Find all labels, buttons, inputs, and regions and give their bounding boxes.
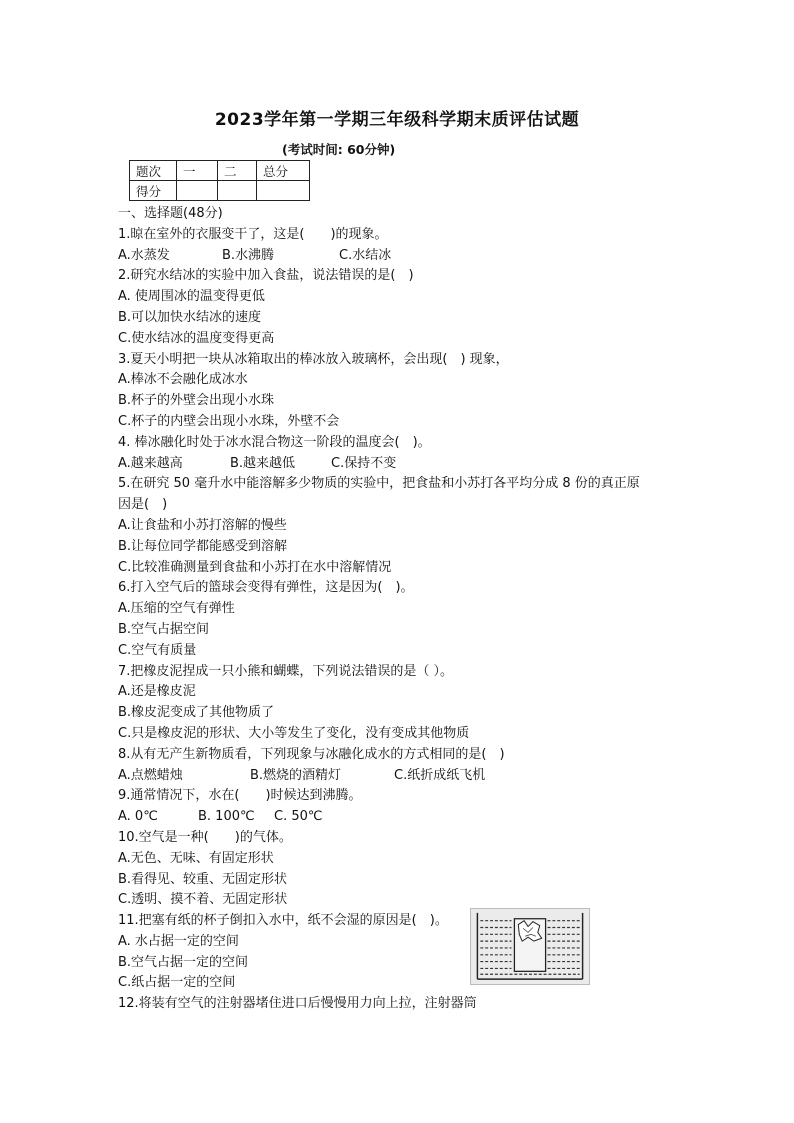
option: C.纸折成纸飞机 [394,767,486,783]
option: C. 50℃ [274,809,323,825]
option: B.可以加快水结冰的速度 [118,309,262,325]
question-2: 2.研究水结冰的实验中加入食盐，说法错误的是( ) [118,268,414,284]
question-6: 6.打入空气后的篮球会变得有弹性，这是因为( )。 [118,580,414,596]
option: C.纸占据一定的空间 [118,975,236,991]
question-5: 5.在研究 50 毫升水中能溶解多少物质的实验中，把食盐和小苏打各平均分成 8 份的真正原 [118,476,640,492]
cup-in-water-illustration [471,909,589,984]
option: C.比较准确测量到食盐和小苏打在水中溶解情况 [118,559,392,575]
score-table-row [130,161,310,181]
option: B.杯子的外壁会出现小水珠 [118,393,275,409]
question-1-options [118,246,698,267]
option: A. 水占据一定的空间 [118,933,239,949]
option: B.越来越低 [230,455,296,471]
option: B.让每位同学都能感受到溶解 [118,538,288,554]
question-9-options [118,807,698,828]
option: A.越来越高 [118,455,183,471]
question-4: 4. 棒冰融化时处于冰水混合物这一阶段的温度会( )。 [118,434,431,450]
section-heading: 一、选择题(48分) [118,206,223,221]
score-cell [177,181,218,201]
option: C.水结冰 [339,247,392,263]
question-3: 3.夏天小明把一块从冰箱取出的棒冰放入玻璃杯，会出现( ) 现象， [118,351,509,367]
option: B.空气占据一定的空间 [118,954,249,970]
score-cell: 一 [177,161,218,181]
option: A. 使周围冰的温变得更低 [118,289,265,305]
exam-time: (考试时间: 60分钟) [282,142,396,157]
question-9: 9.通常情况下，水在( )时候达到沸腾。 [118,788,362,804]
option: C.只是橡皮泥的形状、大小等发生了变化，没有变成其他物质 [118,725,470,741]
score-cell [257,181,310,201]
question-4-options [118,454,698,475]
score-cell: 得分 [130,181,177,201]
option: A.压缩的空气有弹性 [118,601,235,617]
question-10: 10.空气是一种( )的气体。 [118,829,292,845]
score-cell: 二 [218,161,257,181]
option: A.让食盐和小苏打溶解的慢些 [118,517,287,533]
option: A.无色、无味、有固定形状 [118,850,274,866]
option: A.点燃蜡烛 [118,767,183,783]
question-5-continued: 因是( ) [118,497,168,513]
score-table-row [130,181,310,201]
score-cell: 总分 [257,161,310,181]
option: A.还是橡皮泥 [118,684,196,700]
page-title: 2023学年第一学期三年级科学期末质评估试题 [214,110,580,130]
option: B.看得见、较重、无固定形状 [118,871,288,887]
option: C.使水结冰的温度变得更高 [118,330,275,346]
option: B.空气占据空间 [118,621,210,637]
question-8-options [118,766,698,787]
option: A. 0℃ [118,809,158,825]
question-1: 1.晾在室外的衣服变干了，这是( )的现象。 [118,226,388,242]
score-table [129,160,310,201]
option: B.橡皮泥变成了其他物质了 [118,705,275,721]
option: C.空气有质量 [118,642,197,658]
option: C.杯子的内壁会出现小水珠，外壁不会 [118,413,340,429]
question-12: 12.将装有空气的注射器堵住进口后慢慢用力向上拉，注射器筒 [118,996,477,1012]
question-8: 8.从有无产生新物质看，下列现象与冰融化成水的方式相同的是( ) [118,746,505,762]
option: B.水沸腾 [222,247,275,263]
question-list [118,204,698,1015]
option: C.保持不变 [331,455,397,471]
score-cell [218,181,257,201]
cup-in-water-figure [470,908,590,985]
option: B.燃烧的酒精灯 [250,767,342,783]
option: A.棒冰不会融化成冰水 [118,372,248,388]
option: A.水蒸发 [118,247,170,263]
question-11: 11.把塞有纸的杯子倒扣入水中，纸不会湿的原因是( )。 [118,913,448,929]
question-7: 7.把橡皮泥捏成一只小熊和蝴蝶，下列说法错误的是（ ）。 [118,663,454,679]
option: C.透明、摸不着、无固定形状 [118,892,288,908]
score-cell: 题次 [130,161,177,181]
option: B. 100℃ [198,809,255,825]
